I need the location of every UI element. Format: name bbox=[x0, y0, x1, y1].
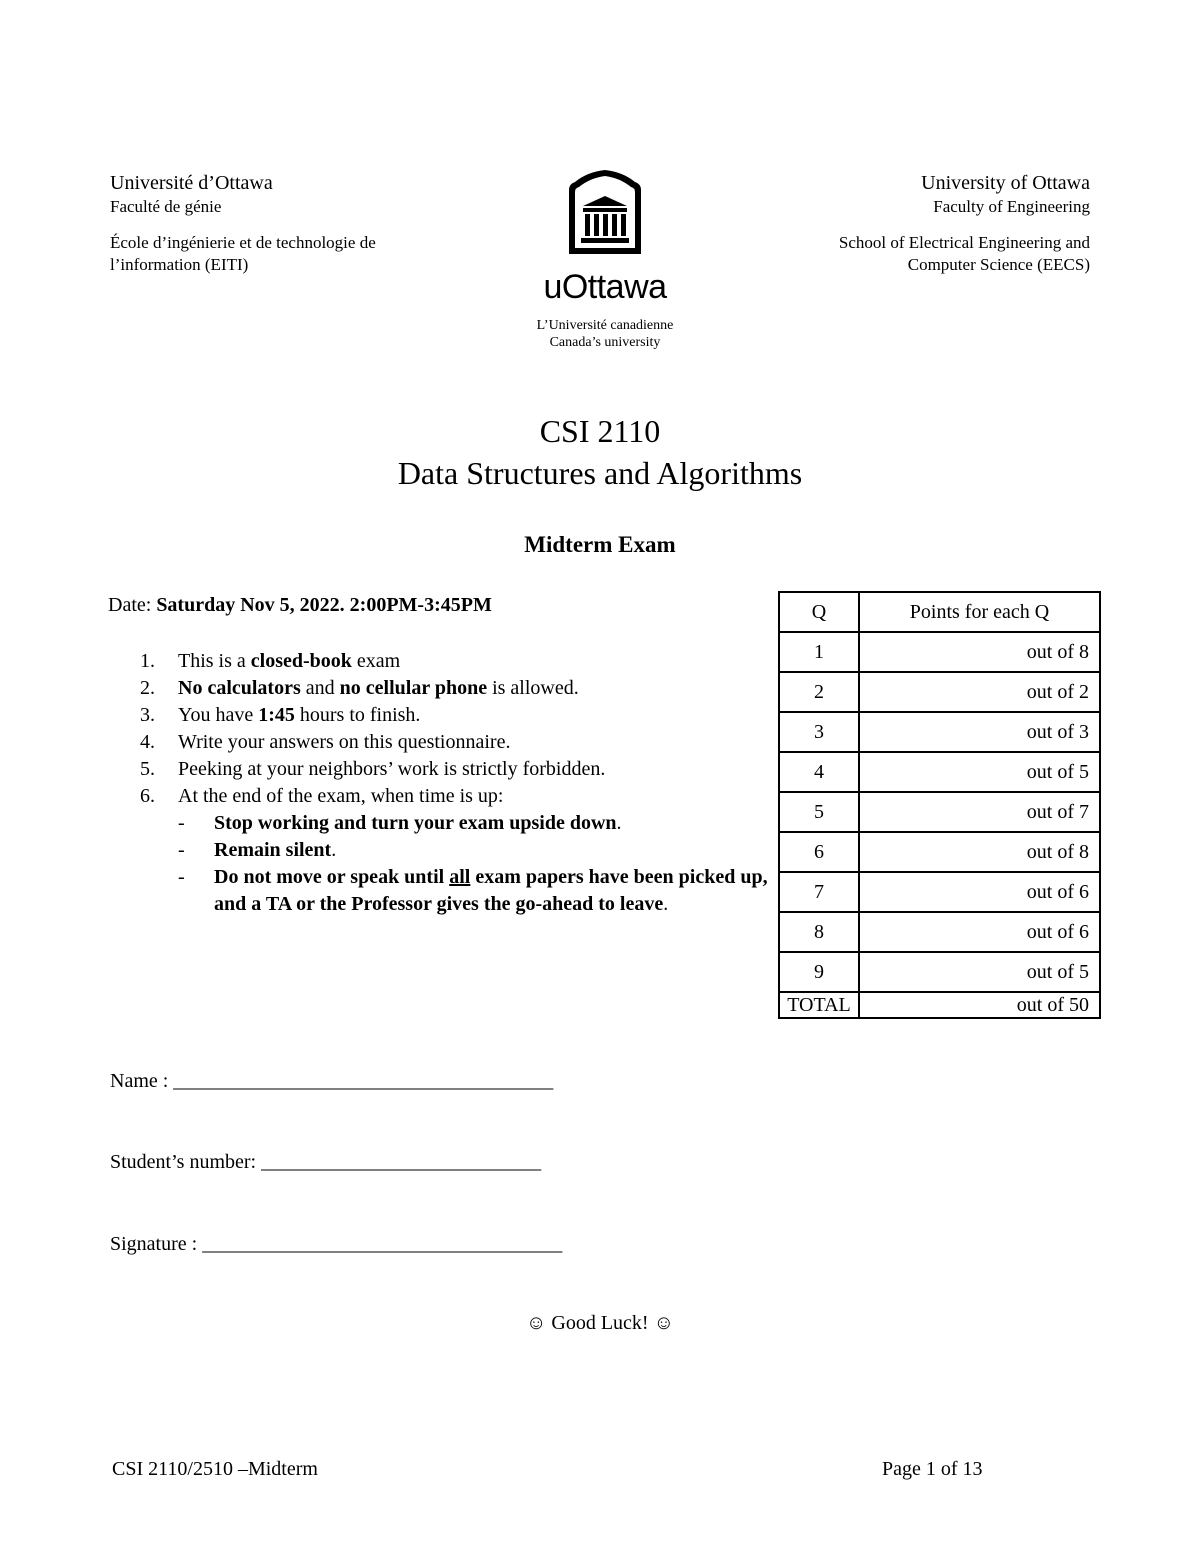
table-row bbox=[779, 752, 1100, 792]
instruction-number: 5. bbox=[140, 758, 155, 780]
instruction-number: 2. bbox=[140, 677, 155, 699]
good-luck-message: ☺ Good Luck! ☺ bbox=[525, 1312, 675, 1334]
question-number: 4 bbox=[779, 752, 859, 792]
instruction-item bbox=[140, 783, 770, 810]
course-title-block bbox=[0, 410, 1200, 494]
table-row bbox=[779, 792, 1100, 832]
bullet-dash: - bbox=[178, 839, 185, 861]
signature-field: Signature : ____________________________________ bbox=[110, 1233, 563, 1255]
instruction-item bbox=[140, 648, 770, 675]
logo-tagline-fr: L’Université canadienne bbox=[536, 318, 674, 333]
question-points: out of 3 bbox=[859, 712, 1100, 752]
instruction-bold: closed-book bbox=[250, 650, 352, 672]
question-points: out of 5 bbox=[859, 752, 1100, 792]
instruction-bold: No calculators bbox=[178, 677, 301, 699]
instruction-bold: 1:45 bbox=[258, 704, 295, 726]
question-number: 9 bbox=[779, 952, 859, 992]
question-number: 6 bbox=[779, 832, 859, 872]
question-number: 1 bbox=[779, 632, 859, 672]
instruction-item bbox=[140, 675, 770, 702]
instruction-item bbox=[140, 702, 770, 729]
instruction-number: 4. bbox=[140, 731, 155, 753]
university-name-en: University of Ottawa bbox=[921, 172, 1090, 194]
logo-tagline-en: Canada’s university bbox=[549, 335, 661, 350]
bullet-dash: - bbox=[178, 812, 185, 834]
sub-instruction-text: Remain silent bbox=[214, 839, 332, 861]
sub-instruction-period: . bbox=[331, 839, 337, 861]
name-field: Name : ______________________________________ bbox=[110, 1070, 554, 1092]
instruction-item bbox=[140, 756, 770, 783]
logo-wordmark: uOttawa bbox=[543, 268, 667, 306]
question-points: out of 6 bbox=[859, 912, 1100, 952]
instructions-list bbox=[140, 648, 770, 918]
header-right-block bbox=[839, 170, 1090, 276]
question-number: 2 bbox=[779, 672, 859, 712]
faculty-name-fr: Faculté de génie bbox=[110, 197, 222, 216]
university-name-fr: Université d’Ottawa bbox=[110, 172, 273, 194]
instruction-text: hours to finish. bbox=[294, 704, 421, 726]
sub-instruction-underlined: all bbox=[449, 866, 471, 888]
school-name-fr-line1: École d’ingénierie et de technologie de bbox=[110, 233, 376, 252]
footer-page-number: Page 1 of 13 bbox=[882, 1458, 983, 1480]
sub-instruction-item bbox=[178, 837, 770, 864]
table-row bbox=[779, 872, 1100, 912]
sub-instruction-text: exam papers have been picked up, and a TA or the Professor gives the go-ahead to leave bbox=[214, 866, 768, 915]
table-row bbox=[779, 912, 1100, 952]
sub-instruction-period: . bbox=[616, 812, 622, 834]
exam-title: Midterm Exam bbox=[524, 532, 676, 557]
university-logo bbox=[520, 168, 690, 351]
instruction-text: exam bbox=[351, 650, 401, 672]
instruction-text: and bbox=[300, 677, 340, 699]
footer-course: CSI 2110/2510 –Midterm bbox=[112, 1458, 318, 1480]
instruction-text: This is a bbox=[178, 650, 251, 672]
date-value: Saturday Nov 5, 2022. 2:00PM-3:45PM bbox=[156, 594, 492, 616]
instruction-text: You have bbox=[178, 704, 259, 726]
table-row bbox=[779, 712, 1100, 752]
total-points: out of 50 bbox=[859, 992, 1100, 1018]
sub-instruction-item bbox=[178, 864, 770, 918]
instruction-text: Peeking at your neighbors’ work is strictly forbidden. bbox=[178, 758, 606, 780]
question-number: 5 bbox=[779, 792, 859, 832]
date-label: Date: bbox=[108, 594, 157, 616]
sub-instruction-text: Stop working and turn your exam upside down bbox=[214, 812, 617, 834]
table-row bbox=[779, 952, 1100, 992]
school-name-en-line1: School of Electrical Engineering and bbox=[838, 233, 1090, 252]
table-row bbox=[779, 632, 1100, 672]
question-number: 8 bbox=[779, 912, 859, 952]
instruction-text: At the end of the exam, when time is up: bbox=[178, 785, 504, 807]
course-name: Data Structures and Algorithms bbox=[397, 455, 803, 491]
question-points: out of 6 bbox=[859, 872, 1100, 912]
course-code: CSI 2110 bbox=[539, 413, 661, 449]
instruction-bold: no cellular phone bbox=[339, 677, 488, 699]
question-number: 3 bbox=[779, 712, 859, 752]
question-points: out of 2 bbox=[859, 672, 1100, 712]
table-row bbox=[779, 672, 1100, 712]
question-points: out of 8 bbox=[859, 632, 1100, 672]
instruction-text: Write your answers on this questionnaire. bbox=[178, 731, 511, 753]
building-crest-icon bbox=[565, 168, 645, 256]
header-points: Points for each Q bbox=[859, 592, 1100, 632]
header-left-block bbox=[110, 170, 376, 276]
exam-date bbox=[108, 594, 492, 617]
question-points: out of 8 bbox=[859, 832, 1100, 872]
student-number-field: Student’s number: ____________________________ bbox=[110, 1151, 542, 1173]
question-number: 7 bbox=[779, 872, 859, 912]
sub-instruction-period: . bbox=[663, 893, 669, 915]
sub-instruction-item bbox=[178, 810, 770, 837]
school-name-en-line2: Computer Science (EECS) bbox=[907, 255, 1090, 274]
instruction-text: is allowed. bbox=[487, 677, 579, 699]
question-points: out of 7 bbox=[859, 792, 1100, 832]
question-points: out of 5 bbox=[859, 952, 1100, 992]
instruction-number: 1. bbox=[140, 650, 155, 672]
table-row bbox=[779, 832, 1100, 872]
header-q: Q bbox=[779, 592, 859, 632]
school-name-fr-line2: l’information (EITI) bbox=[110, 255, 249, 274]
faculty-name-en: Faculty of Engineering bbox=[933, 197, 1090, 216]
sub-instruction-text: Do not move or speak until bbox=[214, 866, 450, 888]
total-label: TOTAL bbox=[779, 992, 859, 1018]
instruction-number: 6. bbox=[140, 785, 155, 807]
table-total-row bbox=[779, 992, 1100, 1018]
instruction-number: 3. bbox=[140, 704, 155, 726]
instruction-item bbox=[140, 729, 770, 756]
grade-table bbox=[778, 591, 1101, 1019]
bullet-dash: - bbox=[178, 866, 185, 888]
table-header-row bbox=[779, 592, 1100, 632]
